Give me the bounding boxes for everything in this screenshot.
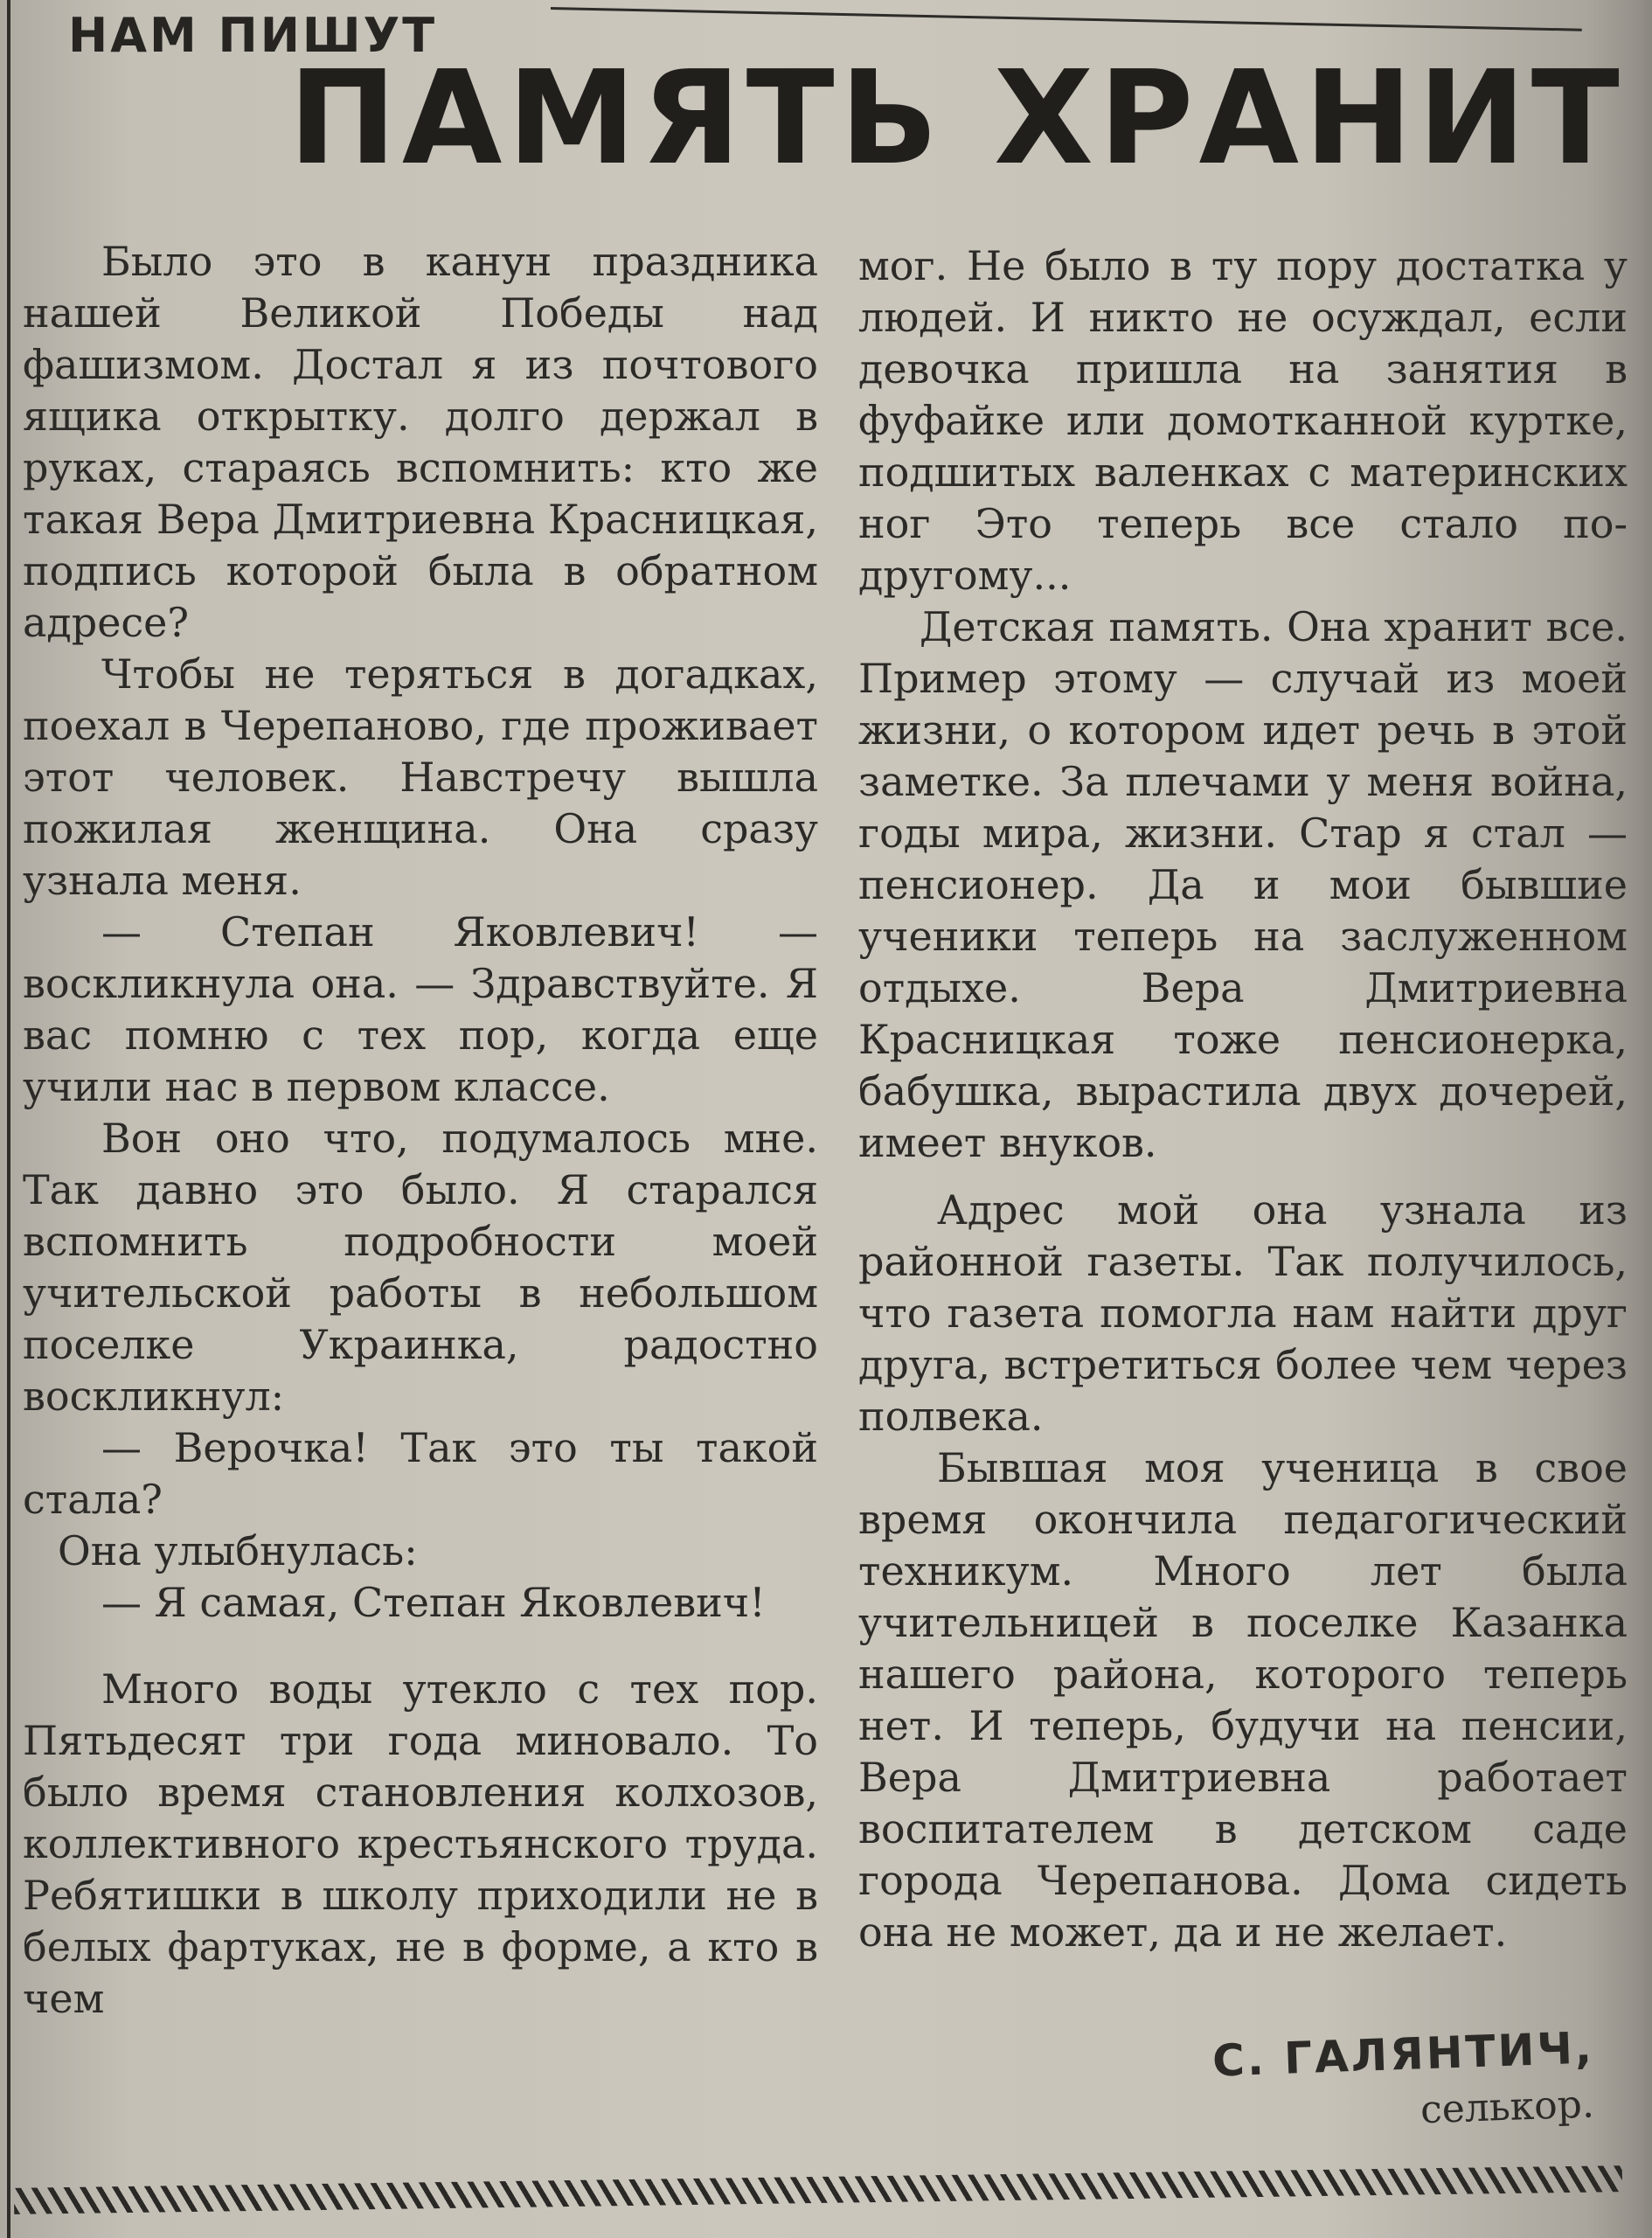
paragraph: Адрес мой она узнала из районной газеты. Так получилось, что газета помогла нам найти друг друга, встретиться более чем через полвека. [858, 1186, 1628, 1440]
page-edge-shadow [1640, 0, 1652, 2238]
paragraph: мог. Не было в ту пору достатка у людей. И никто не осуждал, если девочка пришла на занятия в фуфайке или домотканной куртке, подшитых валенках с материнских ног Это теперь все стало по-другому... [858, 242, 1628, 599]
article-headline: ПАМЯТЬ ХРАНИТ [288, 43, 1625, 193]
paragraph: Много воды утекло с тех пор. Пятьдесят три года миновало. То было время становления колхозов, коллективного крестьянского труда. Ребятишки в школу приходили не в белых фартуках, не в форме, а кто в чем [23, 1665, 818, 2022]
paragraph: — Верочка! Так это ты такой стала? [23, 1424, 818, 1523]
signature-block [1212, 2024, 1594, 2137]
hatched-divider [14, 2165, 1622, 2214]
right-column [858, 240, 1628, 1958]
paragraph: Бывшая моя ученица в свое время окончила педагогический техникум. Много лет была учительницей в поселке Казанка нашего района, которого теперь нет. И теперь, будучи на пенсии, Вера Дмитриевна работает воспитателем в детском саде города Черепанова. Дома сидеть она не может, да и не желает. [858, 1444, 1628, 1956]
column-rule [7, 0, 10, 2238]
author-role: селькор. [1419, 2082, 1595, 2133]
paragraph: Было это в канун праздника нашей Великой Победы над фашизмом. Достал я из почтового ящика открытку. долго держал в руках, стараясь вспомнить: кто же такая Вера Дмитриевна Красницкая, подпись которой была в обратном адресе? [23, 238, 818, 646]
paragraph: Вон оно что, подумалось мне. Так давно это было. Я старался вспомнить подробности моей учительской работы в небольшом поселке Украинка, радостно воскликнул: [23, 1115, 818, 1420]
header-rule [551, 7, 1582, 31]
left-column [23, 236, 818, 2025]
paragraph: Она улыбнулась: [58, 1527, 418, 1574]
paragraph: — Степан Яковлевич! — воскликнула она. — Здравствуйте. Я вас помню с тех пор, когда еще учили нас в первом классе. [23, 908, 818, 1110]
section-gap [23, 1629, 818, 1664]
paragraph: Детская память. Она хранит все. Пример этому — случай из моей жизни, о котором идет речь в этой заметке. За плечами у меня война, годы мира, жизни. Стар я стал — пенсионер. Да и мои бывшие ученики теперь на заслуженном отдыхе. Вера Дмитриевна Красницкая тоже пенсионерка, бабушка, вырастила двух дочерей, имеет внуков. [858, 603, 1628, 1166]
paragraph: — Я самая, Степан Яковлевич! [101, 1579, 766, 1626]
section-gap [858, 1169, 1628, 1185]
author-name: С. ГАЛЯНТИЧ, [1211, 2022, 1595, 2087]
paragraph: Чтобы не теряться в догадках, поехал в Черепаново, где проживает этот человек. Навстречу вышла пожилая женщина. Она сразу узнала меня. [23, 650, 818, 904]
rubric-label: НАМ ПИШУТ [68, 8, 438, 63]
